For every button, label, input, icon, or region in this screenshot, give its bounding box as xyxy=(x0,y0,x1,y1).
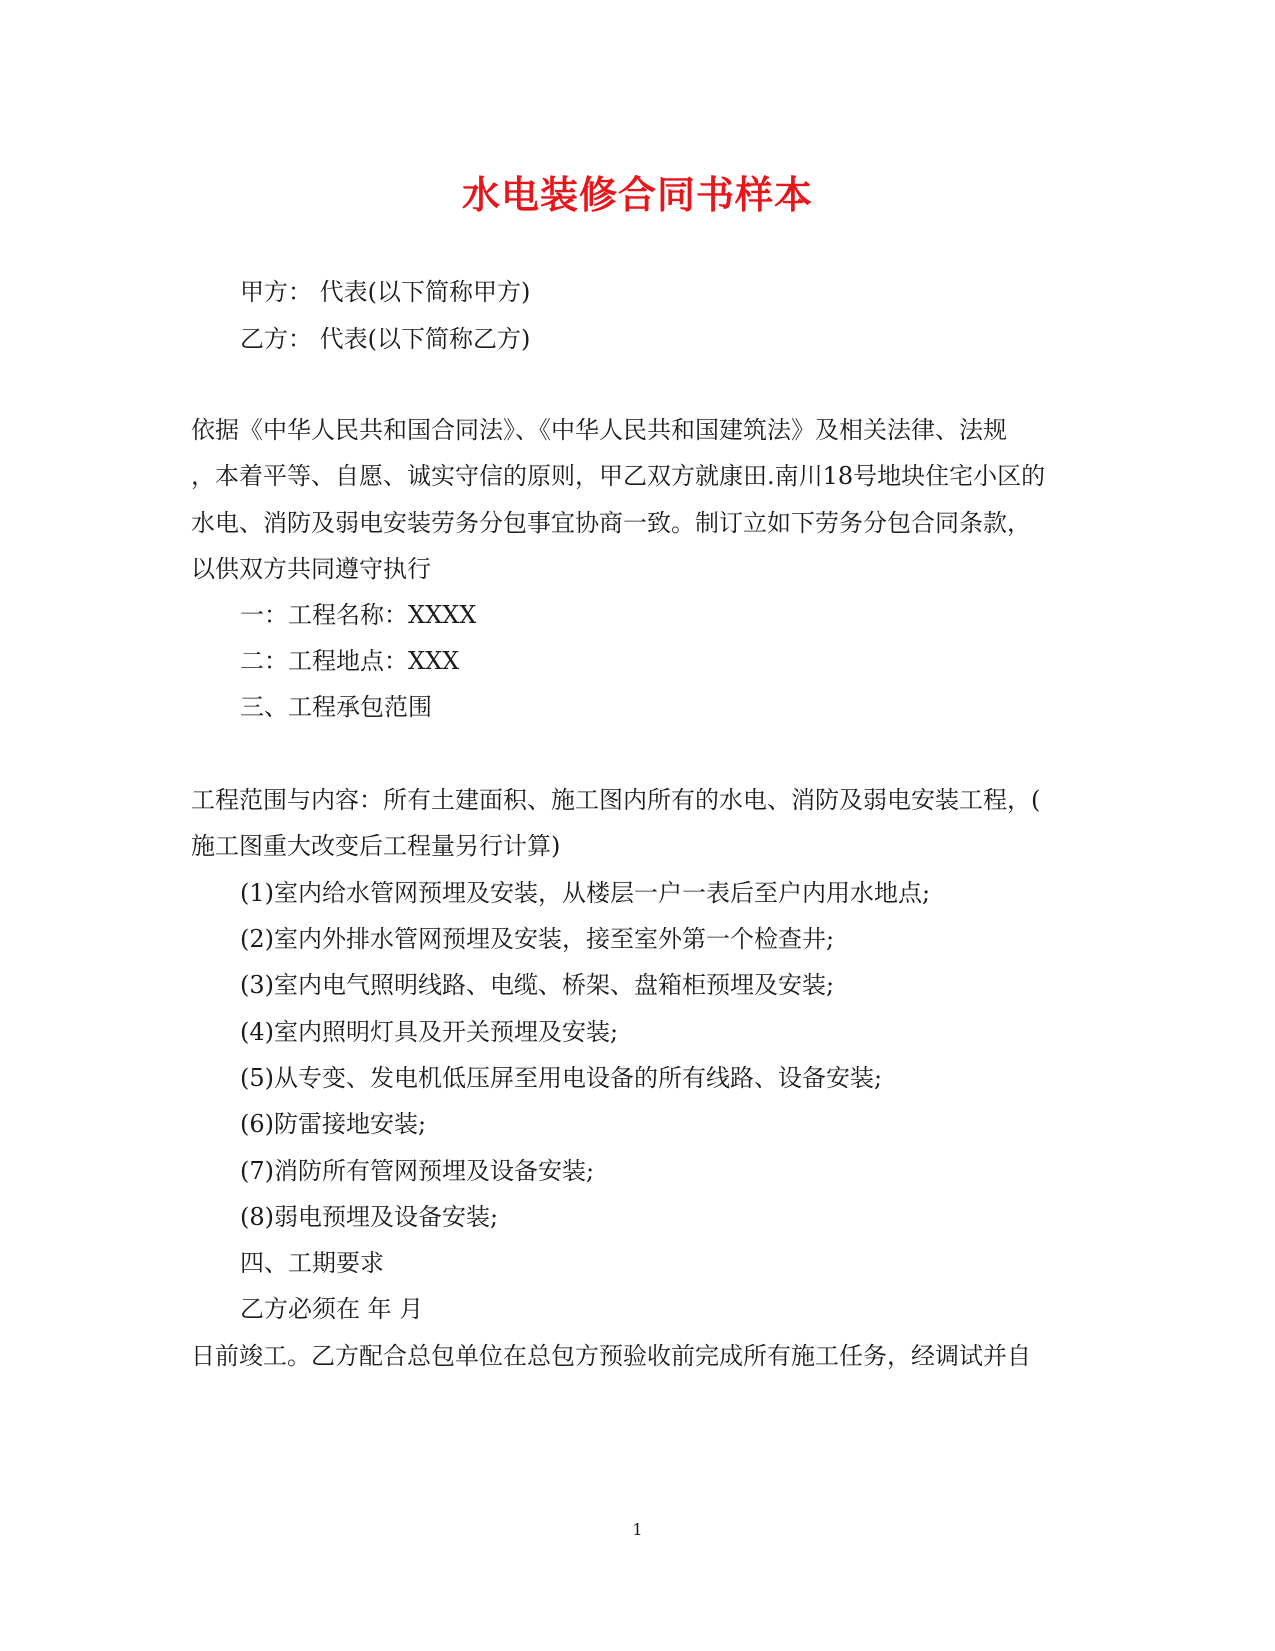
section-heading: 一：工程名称：XXXX xyxy=(240,601,477,629)
party-b-line: 乙方： 代表(以下简称乙方) xyxy=(240,325,531,353)
section-heading: 三、工程承包范围 xyxy=(240,693,432,721)
schedule-line: 日前竣工。乙方配合总包单位在总包方预验收前完成所有施工任务，经调试并自 xyxy=(191,1342,1031,1370)
scope-item: (1)室内给水管网预埋及安装，从楼层一户一表后至户内用水地点; xyxy=(240,879,931,907)
intro-line: 水电、消防及弱电安装劳务分包事宜协商一致。制订立如下劳务分包合同条款， xyxy=(191,509,1031,537)
scope-item: (4)室内照明灯具及开关预埋及安装; xyxy=(240,1018,619,1046)
section-heading: 四、工期要求 xyxy=(240,1249,384,1277)
intro-line: 以供双方共同遵守执行 xyxy=(191,555,431,583)
scope-item: (6)防雷接地安装; xyxy=(240,1110,427,1138)
schedule-line: 乙方必须在 年 月 xyxy=(240,1295,424,1323)
intro-line: ，本着平等、自愿、诚实守信的原则，甲乙双方就康田.南川18号地块住宅小区的 xyxy=(191,462,1046,490)
scope-item: (7)消防所有管网预埋及设备安装; xyxy=(240,1157,595,1185)
scope-item: (3)室内电气照明线路、电缆、桥架、盘箱柜预埋及安装; xyxy=(240,971,835,999)
document-title: 水电装修合同书样本 xyxy=(461,172,813,217)
party-a-line: 甲方： 代表(以下简称甲方) xyxy=(240,278,531,306)
intro-line: 依据《中华人民共和国合同法》、《中华人民共和国建筑法》及相关法律、法规 xyxy=(191,416,1007,444)
scope-item: (2)室内外排水管网预埋及安装，接至室外第一个检查井; xyxy=(240,925,835,953)
scope-line: 施工图重大改变后工程量另行计算) xyxy=(191,832,561,860)
section-heading: 二：工程地点：XXX xyxy=(240,647,460,675)
scope-item: (5)从专变、发电机低压屏至用电设备的所有线路、设备安装; xyxy=(240,1064,883,1092)
page-number: 1 xyxy=(632,1520,643,1539)
scope-line: 工程范围与内容：所有土建面积、施工图内所有的水电、消防及弱电安装工程，( xyxy=(191,786,1041,814)
scope-item: (8)弱电预埋及设备安装; xyxy=(240,1203,499,1231)
